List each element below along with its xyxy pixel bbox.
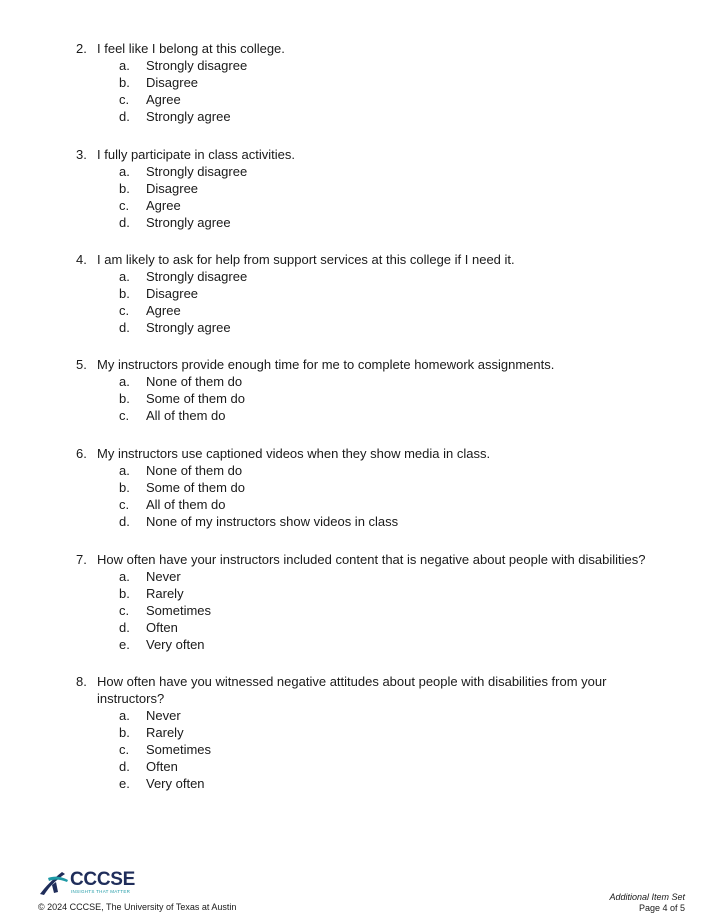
option-c[interactable] [76, 407, 666, 424]
option-a[interactable] [76, 268, 666, 285]
option-letter: a. [119, 374, 130, 389]
question-number: 6. [76, 446, 87, 461]
option-b[interactable] [76, 479, 666, 496]
option-letter: c. [119, 92, 130, 107]
question-number: 2. [76, 41, 87, 56]
cccse-swoosh-icon [38, 868, 72, 898]
option-c[interactable] [76, 197, 666, 214]
option-label: Agree [146, 92, 181, 107]
option-label: Agree [146, 303, 181, 318]
question-number: 4. [76, 252, 87, 267]
question-number: 8. [76, 674, 87, 689]
option-letter: b. [119, 75, 130, 90]
option-letter: c. [119, 408, 130, 423]
option-letter: c. [119, 497, 130, 512]
option-c[interactable] [76, 602, 666, 619]
item-set-name: Additional Item Set [609, 892, 685, 902]
option-a[interactable] [76, 707, 616, 724]
logo-tagline: INSIGHTS THAT MATTER [71, 889, 131, 894]
option-letter: b. [119, 480, 130, 495]
option-b[interactable] [76, 585, 666, 602]
option-letter: c. [119, 742, 130, 757]
question-3 [76, 146, 666, 231]
question-text: How often have you witnessed negative attitudes about people with disabilities from your instructors? [97, 674, 607, 706]
option-letter: d. [119, 320, 130, 335]
option-letter: a. [119, 463, 130, 478]
option-letter: a. [119, 569, 130, 584]
option-label: Strongly disagree [146, 269, 248, 284]
question-text: I feel like I belong at this college. [97, 41, 285, 56]
question-7 [76, 551, 666, 653]
question-6 [76, 445, 666, 530]
option-letter: a. [119, 164, 130, 179]
question-text: I fully participate in class activities. [97, 147, 295, 162]
option-label: Strongly agree [146, 215, 231, 230]
option-label: Very often [146, 637, 205, 652]
option-letter: d. [119, 109, 130, 124]
option-label: Never [146, 708, 181, 723]
option-label: Often [146, 759, 178, 774]
option-label: Disagree [146, 75, 199, 90]
option-label: Disagree [146, 286, 199, 301]
option-label: All of them do [146, 497, 226, 512]
option-label: All of them do [146, 408, 226, 423]
option-label: Rarely [146, 586, 184, 601]
option-d[interactable] [76, 513, 666, 530]
option-label: None of them do [146, 463, 243, 478]
page-footer-info [609, 892, 685, 914]
question-number: 5. [76, 357, 87, 372]
option-e[interactable] [76, 636, 666, 653]
question-2 [76, 40, 666, 125]
logo-text: CCCSE [70, 869, 136, 890]
question-text: My instructors provide enough time for me to complete homework assignments. [97, 357, 555, 372]
option-b[interactable] [76, 74, 666, 91]
option-d[interactable] [76, 108, 666, 125]
option-a[interactable] [76, 568, 666, 585]
option-label: Very often [146, 776, 205, 791]
option-label: Strongly agree [146, 320, 231, 335]
option-d[interactable] [76, 319, 666, 336]
option-label: Agree [146, 198, 181, 213]
option-letter: d. [119, 620, 130, 635]
option-label: Sometimes [146, 742, 212, 757]
option-letter: b. [119, 586, 130, 601]
option-c[interactable] [76, 91, 666, 108]
option-letter: c. [119, 603, 130, 618]
option-b[interactable] [76, 180, 666, 197]
option-a[interactable] [76, 163, 666, 180]
copyright-text: © 2024 CCCSE, The University of Texas at Austin [38, 902, 237, 912]
option-d[interactable] [76, 758, 616, 775]
option-letter: d. [119, 759, 130, 774]
option-letter: b. [119, 181, 130, 196]
cccse-logo [38, 868, 148, 898]
option-label: Never [146, 569, 181, 584]
option-a[interactable] [76, 57, 666, 74]
option-c[interactable] [76, 496, 666, 513]
option-letter: c. [119, 303, 130, 318]
page-number: Page 4 of 5 [638, 903, 685, 913]
option-letter: b. [119, 725, 130, 740]
option-label: Some of them do [146, 480, 245, 495]
option-e[interactable] [76, 775, 616, 792]
option-d[interactable] [76, 619, 666, 636]
option-letter: c. [119, 198, 130, 213]
option-letter: a. [119, 58, 130, 73]
option-label: Often [146, 620, 178, 635]
question-8 [76, 673, 616, 792]
option-label: Strongly agree [146, 109, 231, 124]
option-label: Strongly disagree [146, 164, 248, 179]
question-number: 3. [76, 147, 87, 162]
option-b[interactable] [76, 724, 616, 741]
option-label: Some of them do [146, 391, 245, 406]
option-b[interactable] [76, 285, 666, 302]
option-a[interactable] [76, 373, 666, 390]
option-label: None of them do [146, 374, 243, 389]
option-letter: d. [119, 215, 130, 230]
option-letter: d. [119, 514, 130, 529]
option-letter: a. [119, 269, 130, 284]
question-text: I am likely to ask for help from support services at this college if I need it. [97, 252, 515, 267]
option-letter: b. [119, 391, 130, 406]
option-a[interactable] [76, 462, 666, 479]
option-c[interactable] [76, 302, 666, 319]
option-letter: b. [119, 286, 130, 301]
option-letter: a. [119, 708, 130, 723]
option-b[interactable] [76, 390, 666, 407]
option-c[interactable] [76, 741, 616, 758]
option-letter: e. [119, 776, 130, 791]
option-label: Rarely [146, 725, 184, 740]
option-label: Sometimes [146, 603, 212, 618]
option-d[interactable] [76, 214, 666, 231]
question-text: How often have your instructors included content that is negative about people with disabilities? [97, 552, 646, 567]
question-number: 7. [76, 552, 87, 567]
question-text: My instructors use captioned videos when they show media in class. [97, 446, 491, 461]
question-5 [76, 356, 666, 424]
option-label: None of my instructors show videos in class [146, 514, 399, 529]
option-label: Disagree [146, 181, 199, 196]
option-label: Strongly disagree [146, 58, 248, 73]
question-4 [76, 251, 666, 336]
option-letter: e. [119, 637, 130, 652]
